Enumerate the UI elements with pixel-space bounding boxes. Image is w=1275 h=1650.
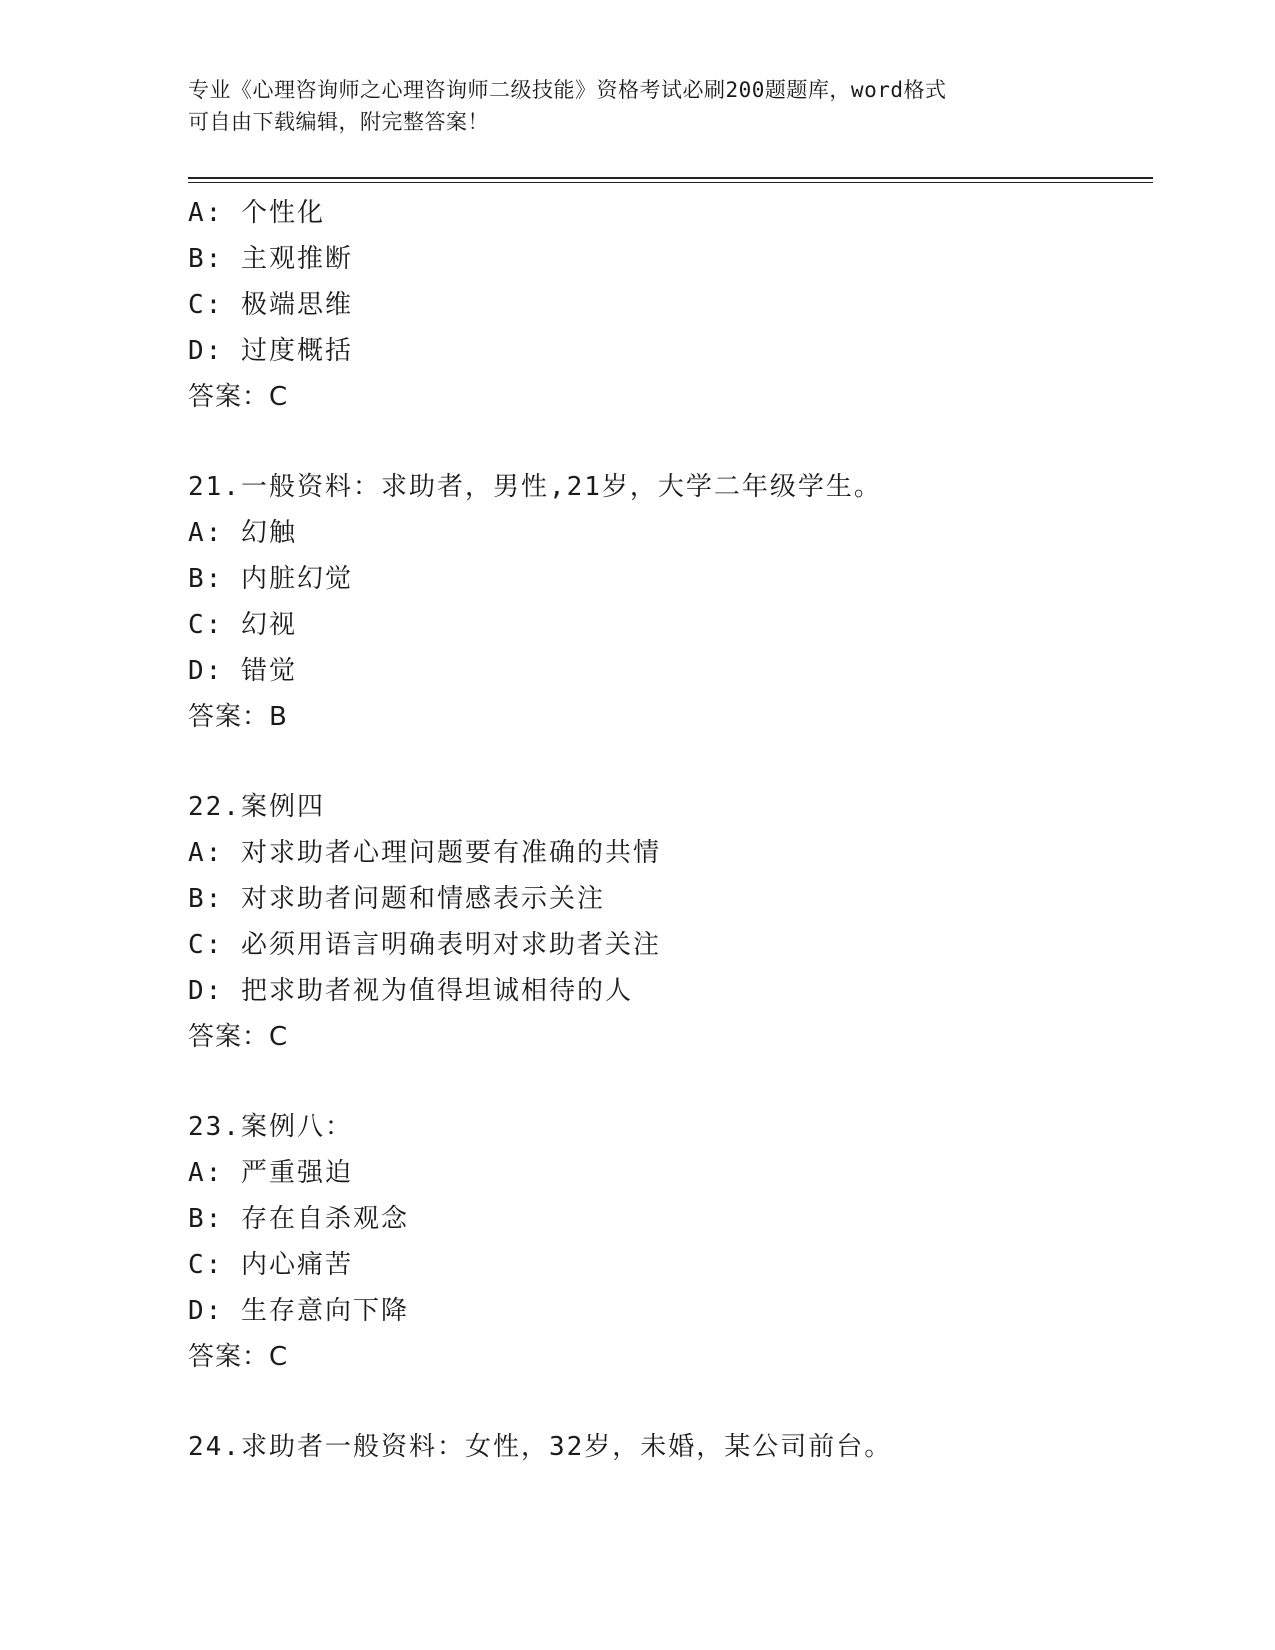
header-divider-thick bbox=[188, 177, 1153, 179]
option-b: B: 对求助者问题和情感表示关注 bbox=[188, 884, 605, 914]
header-line-2: 可自由下载编辑，附完整答案！ bbox=[188, 110, 489, 134]
option-d: D: 生存意向下降 bbox=[188, 1296, 409, 1326]
option-b: B: 内脏幻觉 bbox=[188, 564, 353, 594]
option-c: C: 必须用语言明确表明对求助者关注 bbox=[188, 930, 661, 960]
option-d: D: 过度概括 bbox=[188, 336, 353, 366]
question-23 bbox=[188, 1104, 1148, 1380]
question-stem: 23.案例八： bbox=[188, 1112, 353, 1142]
option-c: C: 内心痛苦 bbox=[188, 1250, 353, 1280]
question-24 bbox=[188, 1424, 1148, 1470]
option-d: D: 把求助者视为值得坦诚相待的人 bbox=[188, 976, 633, 1006]
option-c: C: 极端思维 bbox=[188, 290, 353, 320]
document-header bbox=[188, 74, 1088, 138]
option-a: A: 个性化 bbox=[188, 198, 325, 228]
answer-label: 答案：B bbox=[188, 702, 288, 732]
question-stem: 21.一般资料：求助者，男性,21岁，大学二年级学生。 bbox=[188, 472, 882, 502]
option-c: C: 幻视 bbox=[188, 610, 297, 640]
question-21 bbox=[188, 464, 1148, 740]
question-stem: 24.求助者一般资料：女性，32岁，未婚，某公司前台。 bbox=[188, 1432, 893, 1462]
answer-label: 答案：C bbox=[188, 1342, 289, 1372]
answer-label: 答案：C bbox=[188, 382, 289, 412]
question-20-options bbox=[188, 190, 1148, 420]
option-a: A: 对求助者心理问题要有准确的共情 bbox=[188, 838, 661, 868]
question-22 bbox=[188, 784, 1148, 1060]
option-d: D: 错觉 bbox=[188, 656, 297, 686]
option-b: B: 存在自杀观念 bbox=[188, 1204, 409, 1234]
answer-label: 答案：C bbox=[188, 1022, 289, 1052]
header-line-1: 专业《心理咨询师之心理咨询师二级技能》资格考试必刷200题题库，word格式 bbox=[188, 78, 947, 102]
option-b: B: 主观推断 bbox=[188, 244, 353, 274]
header-divider-thin bbox=[188, 182, 1153, 183]
option-a: A: 严重强迫 bbox=[188, 1158, 353, 1188]
question-list bbox=[188, 190, 1148, 1470]
option-a: A: 幻触 bbox=[188, 518, 297, 548]
question-stem: 22.案例四 bbox=[188, 792, 325, 822]
